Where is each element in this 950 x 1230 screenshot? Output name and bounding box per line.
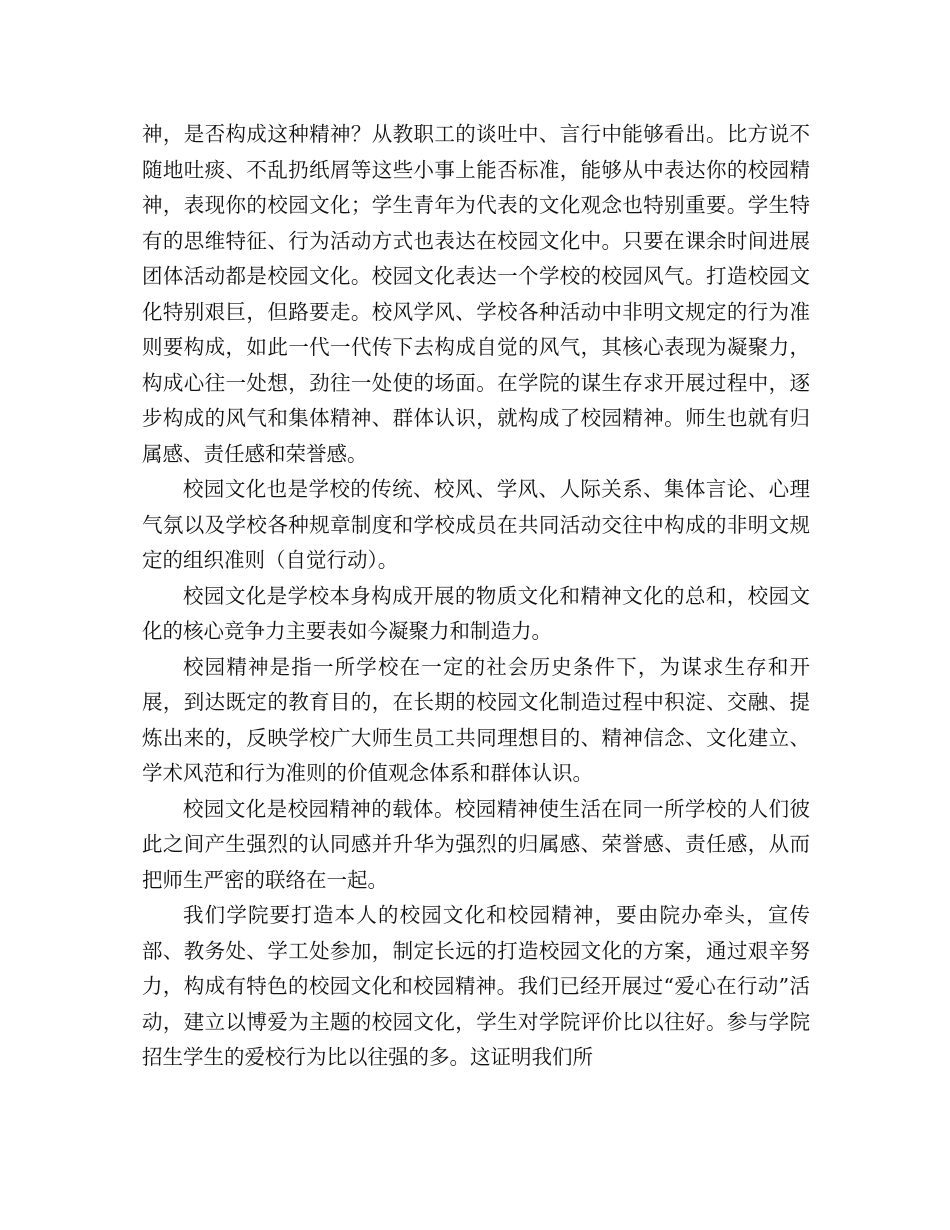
paragraph-4: 校园精神是指一所学校在一定的社会历史条件下，为谋求生存和开展，到达既定的教育目的，在长期的校园文化制造过程中积淀、交融、提炼出来的，反映学校广大师生员工共同理想目的、精神信念、文化建立、学术风范和行为准则的价值观念体系和群体认识。 — [142, 654, 810, 785]
paragraph-2: 校园文化也是学校的传统、校风、学风、人际关系、集体言论、心理气氛以及学校各种规章制度和学校成员在共同活动交往中构成的非明文规定的组织准则（自觉行动）。 — [142, 477, 810, 572]
paragraph-1: 神，是否构成这种精神？从教职工的谈吐中、言行中能够看出。比方说不随地吐痰、不乱扔纸屑等这些小事上能否标准，能够从中表达你的校园精神，表现你的校园文化；学生青年为代表的文化观念也特别重要。学生特有的思维特征、行为活动方式也表达在校园文化中。只要在课余时间进展团体活动都是校园文化。校园文化表达一个学校的校园风气。打造校园文化特别艰巨，但路要走。校风学风、学校各种活动中非明文规定的行为准则要构成，如此一代一代传下去构成自觉的风气，其核心表现为凝聚力，构成心往一处想，劲往一处使的场面。在学院的谋生存求开展过程中，逐步构成的风气和集体精神、群体认识，就构成了校园精神。师生也就有归属感、责任感和荣誉感。 — [142, 122, 810, 466]
paragraph-5: 校园文化是校园精神的载体。校园精神使生活在同一所学校的人们彼此之间产生强烈的认同感并升华为强烈的归属感、荣誉感、责任感，从而把师生严密的联络在一起。 — [142, 796, 810, 892]
document-body — [142, 117, 810, 1076]
paragraph-3: 校园文化是学校本身构成开展的物质文化和精神文化的总和，校园文化的核心竞争力主要表如今凝聚力和制造力。 — [142, 583, 810, 643]
paragraph-6: 我们学院要打造本人的校园文化和校园精神，要由院办牵头，宣传部、教务处、学工处参加，制定长远的打造校园文化的方案，通过艰辛努力，构成有特色的校园文化和校园精神。我们已经开展过“爱心在行动”活动，建立以博爱为主题的校园文化，学生对学院评价比以往好。参与学院招生学生的爱校行为比以往强的多。这证明我们所 — [142, 903, 810, 1069]
